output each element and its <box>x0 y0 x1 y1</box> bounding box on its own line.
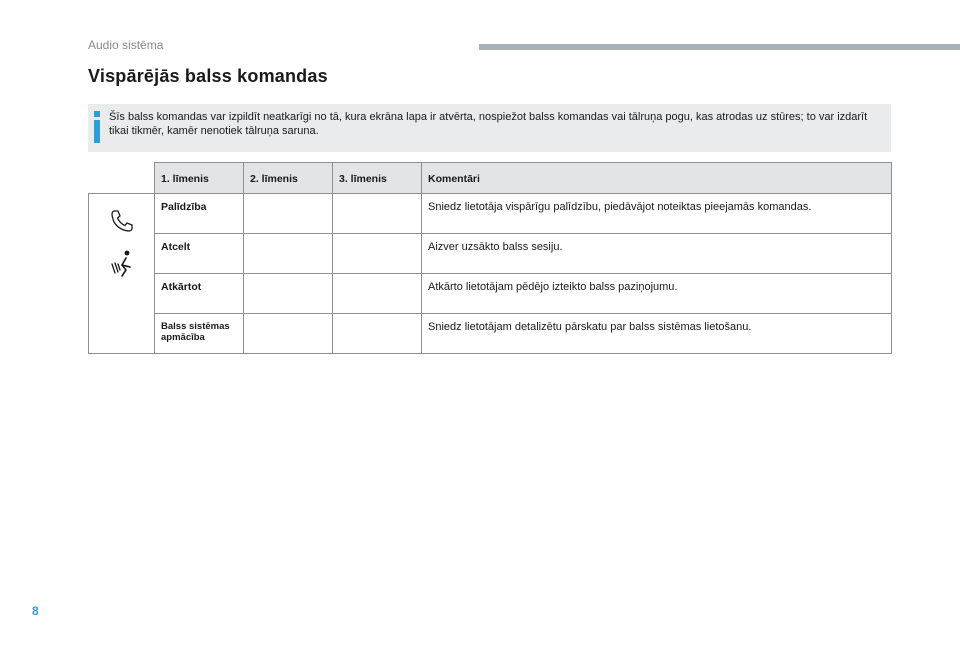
command-voice-tutorial: Balss sistēmas apmācība <box>155 314 244 354</box>
info-icon <box>94 111 100 143</box>
phone-icon <box>109 208 135 234</box>
level3-cell <box>333 234 422 274</box>
comment-cell: Atkārto lietotājam pēdējo izteikto balss paziņojumu. <box>422 274 892 314</box>
voice-command-icon <box>109 249 135 279</box>
column-header-comments: Komentāri <box>422 163 892 194</box>
column-header-level2: 2. līmenis <box>244 163 333 194</box>
level3-cell <box>333 194 422 234</box>
voice-commands-table <box>88 162 892 354</box>
icon-cell <box>89 194 155 354</box>
info-text: Šīs balss komandas var izpildīt neatkarīgi no tā, kura ekrāna lapa ir atvērta, nospiežot balss komandas vai tālruņa pogu, kas atrodas uz stūres; to var izdarīt tikai tikmēr, kamēr nenotiek tālruņa saruna. <box>109 111 868 137</box>
column-header-level3: 3. līmenis <box>333 163 422 194</box>
table-row <box>89 274 892 314</box>
level2-cell <box>244 314 333 354</box>
header-accent-bar <box>479 44 960 50</box>
command-help: Palīdzība <box>155 194 244 234</box>
table-header-row <box>89 163 892 194</box>
header-blank-cell <box>89 163 155 194</box>
level2-cell <box>244 274 333 314</box>
table-row <box>89 234 892 274</box>
section-label: Audio sistēma <box>88 38 164 52</box>
table-row <box>89 314 892 354</box>
table-row <box>89 194 892 234</box>
page-title: Vispārējās balss komandas <box>88 66 328 86</box>
info-box <box>88 104 891 152</box>
comment-cell: Aizver uzsākto balss sesiju. <box>422 234 892 274</box>
column-header-level1: 1. līmenis <box>155 163 244 194</box>
page-number: 8 <box>32 604 39 618</box>
level2-cell <box>244 194 333 234</box>
level3-cell <box>333 274 422 314</box>
comment-cell: Sniedz lietotājam detalizētu pārskatu par balss sistēmas lietošanu. <box>422 314 892 354</box>
level3-cell <box>333 314 422 354</box>
command-cancel: Atcelt <box>155 234 244 274</box>
command-repeat: Atkārtot <box>155 274 244 314</box>
level2-cell <box>244 234 333 274</box>
comment-cell: Sniedz lietotāja vispārīgu palīdzību, piedāvājot noteiktas pieejamās komandas. <box>422 194 892 234</box>
